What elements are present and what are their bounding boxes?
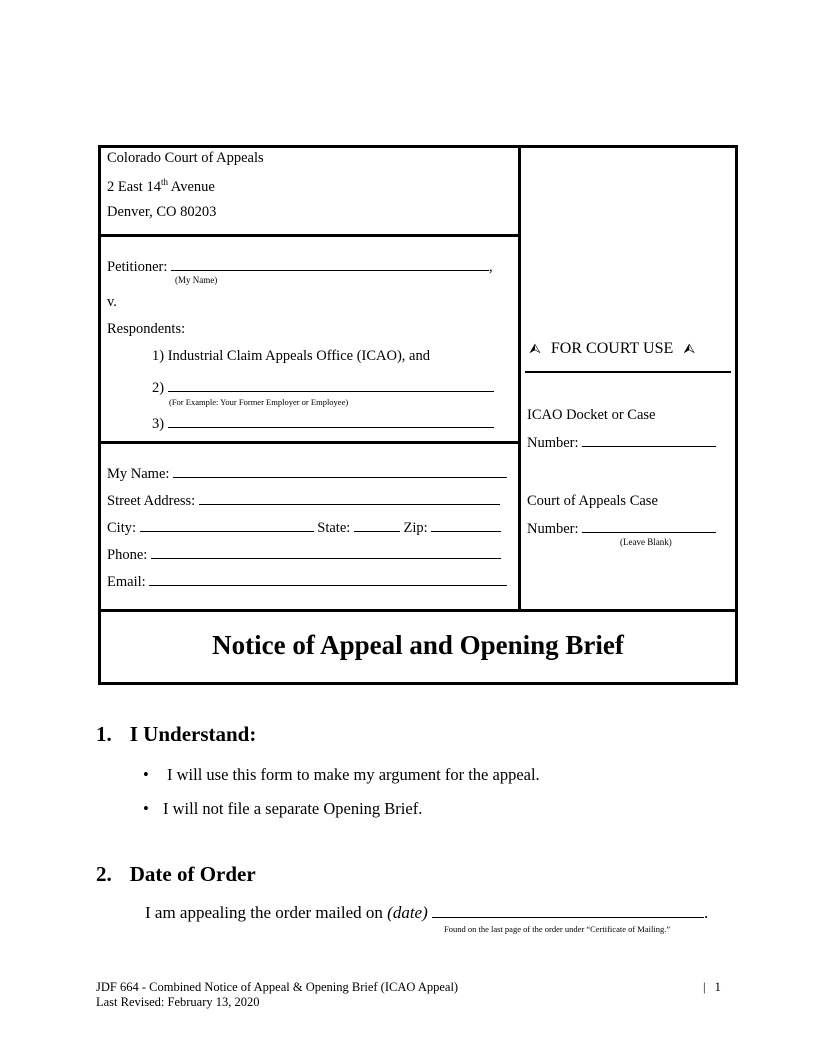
coa-line (527, 520, 716, 538)
street-suffix: Avenue (167, 178, 215, 195)
order-date-field[interactable] (432, 903, 704, 918)
respondent-2-field[interactable] (168, 379, 494, 392)
petitioner-label: Petitioner: (107, 259, 168, 275)
respondent-3-num: 3) (152, 416, 165, 432)
my-name-hint: (My Name) (175, 275, 218, 285)
arrow-up-icon: ⮙ (683, 341, 696, 357)
phone-label: Phone: (107, 547, 148, 563)
border-right (735, 145, 738, 685)
page-number: 1 (714, 980, 721, 994)
respondent-1: 1) Industrial Claim Appeals Office (ICAO), and (152, 348, 430, 364)
court-use-heading-line (529, 340, 695, 358)
court-city: Denver, CO 80203 (107, 204, 217, 220)
city-label: City: (107, 520, 137, 536)
icao-line (527, 434, 716, 452)
phone-field[interactable] (151, 546, 501, 559)
border-bottom (98, 682, 738, 685)
bullet-text: I will use this form to make my argument for the appeal. (167, 765, 540, 784)
icao-label-1: ICAO Docket or Case (527, 407, 656, 423)
court-street (107, 177, 215, 196)
bullet-icon: • (143, 765, 149, 784)
zip-label: Zip: (403, 520, 428, 536)
divider-title (98, 609, 738, 612)
bullet-icon: • (143, 799, 149, 818)
coa-label-2: Number: (527, 521, 579, 537)
street-prefix: 2 East 14 (107, 178, 161, 195)
street-field[interactable] (199, 492, 500, 505)
border-top (98, 145, 738, 148)
city-line (107, 519, 501, 537)
my-name-line (107, 465, 507, 483)
order-date-text: I am appealing the order mailed on (145, 903, 383, 922)
leave-blank-hint: (Leave Blank) (620, 537, 672, 547)
court-name: Colorado Court of Appeals (107, 150, 264, 166)
coa-number-field[interactable] (582, 520, 716, 533)
column-divider (518, 145, 521, 611)
border-left (98, 145, 101, 685)
state-label: State: (317, 520, 351, 536)
form-title: Notice of Appeal and Opening Brief (212, 630, 624, 660)
date-label: (date) (387, 903, 428, 922)
email-field[interactable] (149, 573, 507, 586)
respondent-2-num: 2) (152, 380, 165, 396)
street-line (107, 492, 500, 510)
footer-page (703, 980, 721, 995)
street-sup: th (160, 177, 168, 187)
versus: v. (107, 294, 117, 310)
section-2-title: Date of Order (129, 862, 256, 886)
my-name-label: My Name: (107, 466, 170, 482)
bullet-text: I will not file a separate Opening Brief. (163, 799, 423, 818)
list-item (143, 799, 422, 819)
divider-parties (98, 441, 521, 444)
order-date-hint: Found on the last page of the order under “Certificate of Mailing.” (444, 924, 671, 934)
city-field[interactable] (140, 519, 314, 532)
email-label: Email: (107, 574, 146, 590)
footer-revised: Last Revised: February 13, 2020 (96, 995, 260, 1009)
respondent-2-line (152, 379, 494, 397)
coa-label-1: Court of Appeals Case (527, 493, 658, 509)
respondent-3-line (152, 415, 494, 433)
section-1-title: I Understand: (129, 722, 257, 746)
order-date-line (145, 903, 708, 923)
court-use-underline (525, 371, 731, 373)
petitioner-name-field[interactable] (171, 258, 489, 271)
arrow-up-icon: ⮙ (529, 341, 541, 357)
order-date-period: . (704, 903, 709, 922)
section-2-number: 2. (96, 862, 112, 886)
phone-line (107, 546, 501, 564)
street-label: Street Address: (107, 493, 196, 509)
respondent-2-hint: (For Example: Your Former Employer or Employee) (169, 397, 349, 407)
list-item (143, 765, 540, 785)
icao-number-field[interactable] (582, 434, 716, 447)
state-field[interactable] (354, 519, 400, 532)
section-1-number: 1. (96, 722, 112, 746)
icao-label-2: Number: (527, 435, 579, 451)
zip-field[interactable] (431, 519, 501, 532)
section-1-heading (96, 722, 256, 747)
divider-court (98, 234, 521, 237)
court-use-heading: FOR COURT USE (550, 340, 674, 357)
petitioner-line (107, 258, 493, 276)
respondent-3-field[interactable] (168, 415, 494, 428)
petitioner-comma: , (489, 259, 493, 275)
respondents-label: Respondents: (107, 321, 186, 337)
my-name-field[interactable] (173, 465, 507, 478)
page-separator: | (703, 980, 706, 994)
email-line (107, 573, 507, 591)
section-2-heading (96, 862, 256, 887)
footer-form-title: JDF 664 - Combined Notice of Appeal & Opening Brief (ICAO Appeal) (96, 980, 459, 994)
